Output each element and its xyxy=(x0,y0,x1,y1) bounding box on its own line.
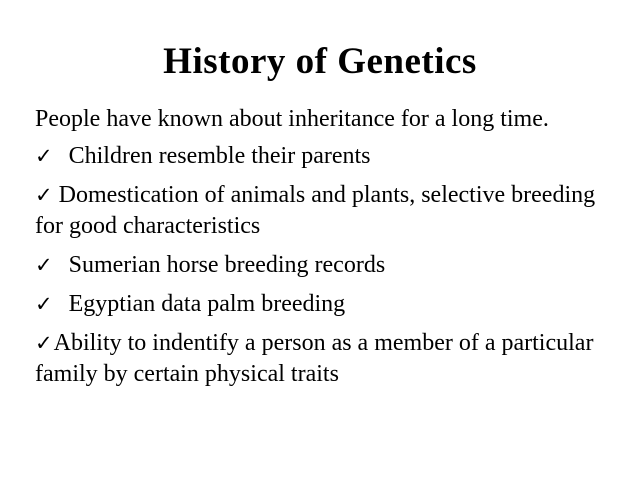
list-item xyxy=(35,328,615,390)
checkmark-icon: ✓ xyxy=(35,292,53,316)
list-item xyxy=(35,250,615,281)
checkmark-icon: ✓ xyxy=(35,253,53,277)
bullet-text: Children resemble their parents xyxy=(68,143,371,169)
bullet-text: Egyptian data palm breeding xyxy=(68,291,346,317)
checkmark-icon: ✓ xyxy=(35,144,53,168)
bullet-text: Ability to indentify a person as a member of a particular family by certain physical traits xyxy=(35,330,594,387)
slide-title: History of Genetics xyxy=(163,41,477,82)
bullet-text: Sumerian horse breeding records xyxy=(68,252,386,278)
slide-body xyxy=(35,104,615,398)
checkmark-icon: ✓ xyxy=(35,331,53,355)
bullet-list xyxy=(35,141,615,390)
list-item xyxy=(35,141,615,172)
list-item xyxy=(35,289,615,320)
bullet-text: Domestication of animals and plants, selective breeding for good characteristics xyxy=(35,182,596,239)
checkmark-icon: ✓ xyxy=(35,183,53,207)
intro-text: People have known about inheritance for a long time. xyxy=(35,106,549,132)
list-item xyxy=(35,180,615,242)
